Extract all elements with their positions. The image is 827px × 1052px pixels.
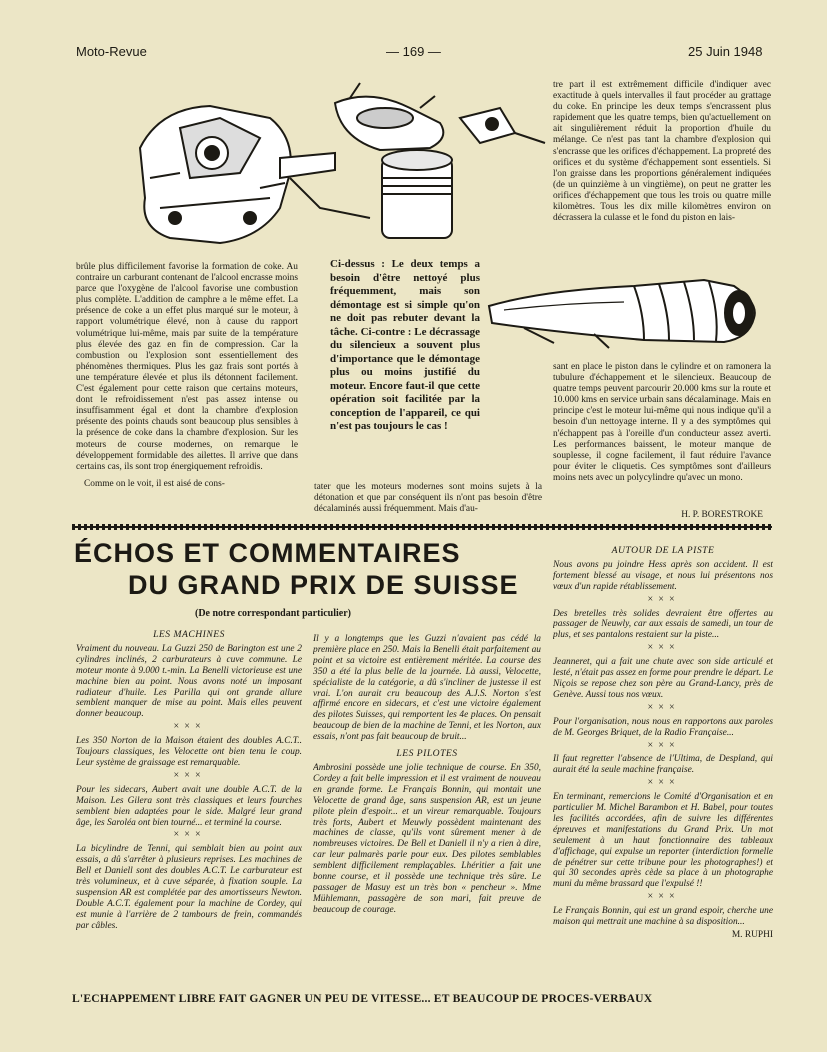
section-heading-pilotes: LES PILOTES xyxy=(396,748,458,760)
headline-line-1: ÉCHOS ET COMMENTAIRES xyxy=(74,538,461,568)
magazine-name: Moto-Revue xyxy=(76,44,147,59)
article-author xyxy=(553,508,763,522)
article-column-2: tater que les moteurs modernes sont moins sujets à la détonation et que par conséquent ils n'ont pas besoin d'être décalaminés aussi fréquemment. Mais d'au- xyxy=(314,482,542,515)
echos-paragraph: En terminant, remercions le Comité d'Organisation et en particulier M. Michel Barambon et H. Babel, pour toutes les facilités accordées, afin de suivre les différentes épreuves et manifestations du Grand Prix. Un mot seulement à un haut fonctionnaire des tableaux d'affichage, qui expulse un reporter (interdiction formelle de pénétrer sur cette tribune pour les photographes!) et qui 30 secondes après cède sa place à un photographe muni du même brassard que l'expulsé !! xyxy=(553,792,773,890)
echos-column-1 xyxy=(76,630,302,984)
silencer-illustration xyxy=(484,268,774,358)
section-divider xyxy=(72,524,772,530)
separator: ××× xyxy=(646,891,680,903)
separator: ××× xyxy=(172,829,206,841)
separator: ××× xyxy=(646,777,680,789)
page-number: — 169 — xyxy=(386,44,441,59)
author-signature: H. P. BORESTROKE xyxy=(681,510,763,520)
article-column-1 xyxy=(76,262,298,522)
echos-paragraph: Les 350 Norton de la Maison étaient des doubles A.C.T.. Toujours classiques, les Velocette ont bien tenu le coup. Leur système de graissage est remarquable. xyxy=(76,736,302,768)
echos-paragraph: Le Français Bonnin, qui est un grand espoir, cherche une maison qui mettrait une machine à sa disposition... xyxy=(553,906,773,928)
echos-paragraph: Il faut regretter l'absence de l'Ultima, de Despland, qui aurait été la seule machine française. xyxy=(553,754,773,776)
echos-paragraph: Jeanneret, qui a fait une chute avec son side articulé et lesté, n'était pas assez en forme pour prendre le départ. Le Niçois se repose chez son père au Grand-Lancy, près de Genève. Aussi tous nos vœux. xyxy=(553,657,773,700)
echos-paragraph: Ambrosini possède une jolie technique de course. En 350, Cordey a fait belle impression et il est vraiment de nouveau en grande forme. Le Français Bonnin, qui montait une Velocette de grand âge, sans suspension AR, est un jeune pilote plein d'espoir... et un vireur remarquable. Toujours très forts, Aubert et Meuwly possèdent maintenant des machines de classe, qu'ils vont sûrement mener à de nombreuses victoires. De Bell et Daniell il n'y a rien à dire, car leur palmarès parle pour eux. Des pilotes semblables semblent difficilement remplaçables. Lhéritier a fait une bonne course, et il possède une technique très sûre. Le passager de Masuy est un très bon « pencheur ». Mme Mühlemann, passagère de son mari, fait preuve de beaucoup de courage. xyxy=(313,762,541,915)
article-column-3-bottom: sant en place le piston dans le cylindre et on ramonera la tubulure d'échappement et le silencieux. Beaucoup de quatre temps peuvent parcourir 20.000 kms sur la route et 10.000 kms en service urbain sans décalaminage. Mais en principe c'est le moteur lui-même qui nous indique qu'il a besoin d'un nettoyage interne. Il y a des symptômes qui n'échappent pas à l'oreille d'un conducteur assez averti. Les performances baissent, le moteur manque de souplesse, il cogne facilement, il faut réduire l'avance pour éviter le cliquetis. Ces symptômes sont d'ailleurs moins nets avec un polycylindre qu'avec un mono. xyxy=(553,362,771,483)
illustration-caption: Ci-dessus : Le deux temps a besoin d'être nettoyé plus fréquemment, mais son démontage est si simple qu'on ne doit pas rebuter devant la tâche. Ci-contre : Le décrassage du silencieux a souvent plus d'importance que le démontage plus ou moins justifié du moteur. Encore faut-il que cette opération soit facilitée par la conception de l'appareil, ce qui n'est pas toujours le cas ! xyxy=(330,258,480,432)
footer-slogan: L'ECHAPPEMENT LIBRE FAIT GAGNER UN PEU DE VITESSE... ET BEAUCOUP DE PROCES-VERBAUX xyxy=(72,992,653,1005)
echos-paragraph: Vraiment du nouveau. La Guzzi 250 de Barington est une 2 cylindres inclinés, 2 carburateurs à cuve commune. Le moteur monte à 9.000 t.-min. La Benelli victorieuse est une machine bien au point. Nous avons noté un imposant radiateur d'huile. Les Parilla qui ont grande allure semblent manquer de mise au point. Mais elles peuvent donner beaucoup. xyxy=(76,643,302,720)
separator: ××× xyxy=(646,701,680,713)
separator: ××× xyxy=(172,769,206,781)
echos-paragraph: Pour les sidecars, Aubert avait une double A.C.T. de la Maison. Les Gilera sont très classiques et leurs fourches semblent bien adaptées pour le side. Malgré leur grand âge, les Saroléa ont bien tourné... et terminé la course. xyxy=(76,784,302,828)
article-paragraph: Comme on le voit, il est aisé de cons- xyxy=(84,478,225,489)
echos-paragraph: Il y a longtemps que les Guzzi n'avaient pas cédé la première place en 250. Mais la Benelli était parfaitement au point et sa victoire est entièrement méritée. La course des 350 a été la plus belle de la journée. Là aussi, Velocette, spécialiste de la catégorie, a dû s'incliner de justesse il est vrai. L'on aurait cru beaucoup des A.J.S. Norton s'est affirmé encore en sidecars, et c'est une victoire également des pilotes Suisses, qui remportent les 4e places. On pensait beaucoup de bien de la machine de Tenni, et les Norton, aux essais, n'ont pas fait beaucoup de bruit... xyxy=(313,634,541,743)
article-paragraph: brûle plus difficilement favorise la formation de coke. Au contraire un carburant contenant de l'alcool encrasse moins parce que l'oxygène de l'alcool favorise une combustion plus complète. L'addition de camphre a le même effet. La présence de coke a un effet plus marqué sur le moteur, à rapport volumétrique élevé, non à cause du rapport volumétrique lui-même, mais par suite de la température plus élevée des gaz en fin de compression. Car la combustion ou l'explosion sont essentiellement des phénomènes thermiques. Plus les gaz frais sont portés à une température élevée et plus ils détonnent facilement. C'est également pour cette raison que certains moteurs, dont le refroidissement n'est pas assez intense ou insuffisamment égal et dont la chambre d'explosion présente des points chauds sont beaucoup plus sensibles à la présence de coke dans la chambre d'explosion. Sur les moteurs de course modernes, on remarque le développement formidable des ailettes. Il arrive que dans certains cas, ils sont trop énergiquement refroidis. xyxy=(76,262,298,472)
issue-date: 25 Juin 1948 xyxy=(688,44,763,59)
echos-column-3 xyxy=(553,546,773,986)
echos-paragraph: Des bretelles très solides devraient être offertes au passager de Neuwly, car aux essais de samedi, un tour de plus, et ses pantalons restaient sur la piste... xyxy=(553,608,773,641)
separator: ××× xyxy=(172,721,206,733)
echos-column-2 xyxy=(313,634,541,986)
separator: ××× xyxy=(646,739,680,751)
echos-paragraph: La bicylindre de Tenni, qui semblait bien au point aux essais, a dû s'arrêter à plusieurs reprises. Les machines de Bell et Daniell sont des doubles A.C.T. Le carburateur est très volumineux, et à cuve séparée, à fixation souple. La suspension AR est complétée par des amortisseurs Newton. Double A.C.T. également pour la machine de Cordey, qui est munie à l'arrière de 2 tambours de frein, commandés par câbles. xyxy=(76,844,302,931)
separator: ××× xyxy=(646,593,680,605)
section-heading-machines: LES MACHINES xyxy=(153,630,225,640)
echos-paragraph: Nous avons pu joindre Hess après son accident. Il est fortement blessé au visage, et nous lui présentons nos vœux d'un rapide rétablissement. xyxy=(553,559,773,592)
section-heading-piste: AUTOUR DE LA PISTE xyxy=(611,546,715,556)
engine-illustration xyxy=(120,78,550,258)
echos-paragraph: Pour l'organisation, nous nous en rapportons aux paroles de M. Georges Briquet, de la Radio Française... xyxy=(553,716,773,738)
article-column-3-top: tre part il est extrêmement difficile d'indiquer avec exactitude à quels intervalles il faut procéder au grattage du coke. En principe les deux temps s'encrassent plus rapidement que les quatre temps, bien qu'actuellement on ait singulièrement réduit la proportion d'huile du mélange. Ce n'est pas tant la chambre d'explosion qui s'encrasse que les orifices d'échappement. La propreté des orifices et du système d'échappement sont essentiels. Si l'on graisse dans les proportions généralement indiquées (de un quinzième à un vingtième), on peut ne gratter les orifices d'échappement que tous les trois ou quatre mille kilomètres. Tous les dix mille kilomètres environ on décrassera la culasse et le fond du piston en lais- xyxy=(553,80,771,224)
echos-author: M. RUPHI xyxy=(731,930,773,940)
headline-line-2: DU GRAND PRIX DE SUISSE xyxy=(128,570,519,600)
headline-subtitle: (De notre correspondant particulier) xyxy=(195,608,351,619)
separator: ××× xyxy=(646,642,680,654)
